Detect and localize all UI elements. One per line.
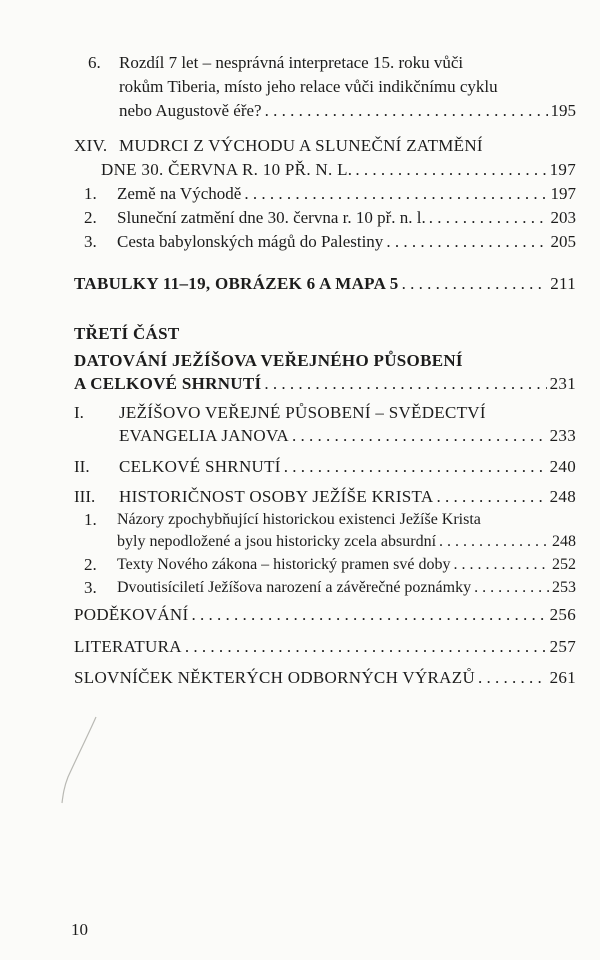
page-number: 240 [549,457,576,476]
entry-title-line: JEŽÍŠOVO VEŘEJNÉ PŮSOBENÍ – SVĚDECTVÍ [119,403,486,422]
entry-title-line: Názory zpochybňující historickou existenci Ježíše Krista [117,511,481,528]
page-number: 248 [552,533,576,550]
dot-leader [474,576,549,600]
entry-number: 1. [84,510,97,529]
entry-title-line: nebo Augustově éře? [119,101,262,120]
pencil-mark [60,715,100,805]
toc-entry [0,51,600,75]
entry-number: 3. [84,232,97,251]
page-number: 195 [550,101,576,120]
page-number: 261 [549,668,576,687]
page-number: 257 [549,637,576,656]
entry-number: 2. [84,208,97,227]
page-number: 233 [549,426,576,445]
entry-title-line: TABULKY 11–19, OBRÁZEK 6 A MAPA 5 [74,274,399,293]
toc-entry [0,230,600,254]
entry-title-line: Cesta babylonských mágů do Palestiny [117,232,384,251]
entry-title-line: CELKOVÉ SHRNUTÍ [119,457,281,476]
toc-entry-leader-line [0,530,600,554]
toc-entry-leader-line [0,372,600,396]
dot-leader [264,372,546,396]
dot-leader [439,530,549,554]
dot-leader [355,158,546,182]
toc-entry [0,206,600,230]
part-title: TŘETÍ ČÁST [74,324,180,343]
entry-number: II. [74,457,90,476]
entry-number: 3. [84,578,97,597]
dot-leader [478,666,547,690]
entry-number: 2. [84,555,97,574]
dot-leader [292,424,547,448]
entry-title-line: SLOVNÍČEK NĚKTERÝCH ODBORNÝCH VÝRAZŮ [74,668,476,687]
page-number: 256 [549,605,576,624]
page-folio: 10 [71,920,88,939]
entry-title-line: Texty Nového zákona – historický pramen své doby [117,556,451,573]
dot-leader [453,553,549,577]
toc-entry-continuation [0,75,600,99]
entry-title-line: byly nepodložené a jsou historicky zcela absurdní [117,533,437,550]
toc-entry [0,272,600,296]
toc-entry-leader-line [0,99,600,123]
toc-entry [0,576,600,600]
toc-entry [0,603,600,627]
toc-entry-leader-line [0,158,600,182]
entry-title-line: Země na Východě [117,184,242,203]
entry-number: XIV. [74,136,108,155]
entry-title-line: EVANGELIA JANOVA [119,426,289,445]
entry-number: 1. [84,184,97,203]
page-number: 211 [550,274,576,293]
entry-number: 6. [88,53,101,72]
entry-title-line: LITERATURA [74,637,182,656]
page-number: 197 [550,184,576,203]
page-number: 248 [549,487,576,506]
toc-entry [0,485,600,509]
dot-leader [436,485,546,509]
entry-title-line: DNE 30. ČERVNA R. 10 PŘ. N. L. [101,160,353,179]
page-number: 197 [549,160,576,179]
toc-entry-leader-line [0,424,600,448]
entry-title-line: PODĚKOVÁNÍ [74,605,189,624]
toc-entry [0,508,600,532]
toc-entry [0,182,600,206]
dot-leader [386,230,547,254]
entry-number: III. [74,487,96,506]
entry-title-line: DATOVÁNÍ JEŽÍŠOVA VEŘEJNÉHO PŮSOBENÍ [74,351,463,370]
toc-entry [0,666,600,690]
toc-entry [0,401,600,425]
toc-entry [0,635,600,659]
entry-title-line: A CELKOVÉ SHRNUTÍ [74,374,262,393]
entry-title-line: Rozdíl 7 let – nesprávná interpretace 15. roku vůči [119,53,464,72]
entry-title-line: HISTORIČNOST OSOBY JEŽÍŠE KRISTA [119,487,434,506]
entry-title-line: Sluneční zatmění dne 30. června r. 10 př. n. l. [117,208,426,227]
dot-leader [284,455,547,479]
dot-leader [185,635,547,659]
part-heading [0,322,600,346]
page-number: 231 [549,374,576,393]
dot-leader [191,603,546,627]
dot-leader [265,99,548,123]
toc-entry [0,134,600,158]
dot-leader [429,206,548,230]
page-number: 253 [552,579,576,596]
entry-number: I. [74,403,84,422]
page-number: 205 [550,232,576,251]
toc-entry [0,455,600,479]
entry-title-line: MUDRCI Z VÝCHODU A SLUNEČNÍ ZATMĚNÍ [119,136,483,155]
page-number: 252 [552,556,576,573]
dot-leader [244,182,547,206]
entry-title-line: rokům Tiberia, místo jeho relace vůči indikčnímu cyklu [119,77,498,96]
entry-title-line: Dvoutisíciletí Ježíšova narození a závěrečné poznámky [117,579,472,596]
toc-entry [0,553,600,577]
page-number: 203 [550,208,576,227]
toc-entry [0,349,600,373]
dot-leader [402,272,548,296]
